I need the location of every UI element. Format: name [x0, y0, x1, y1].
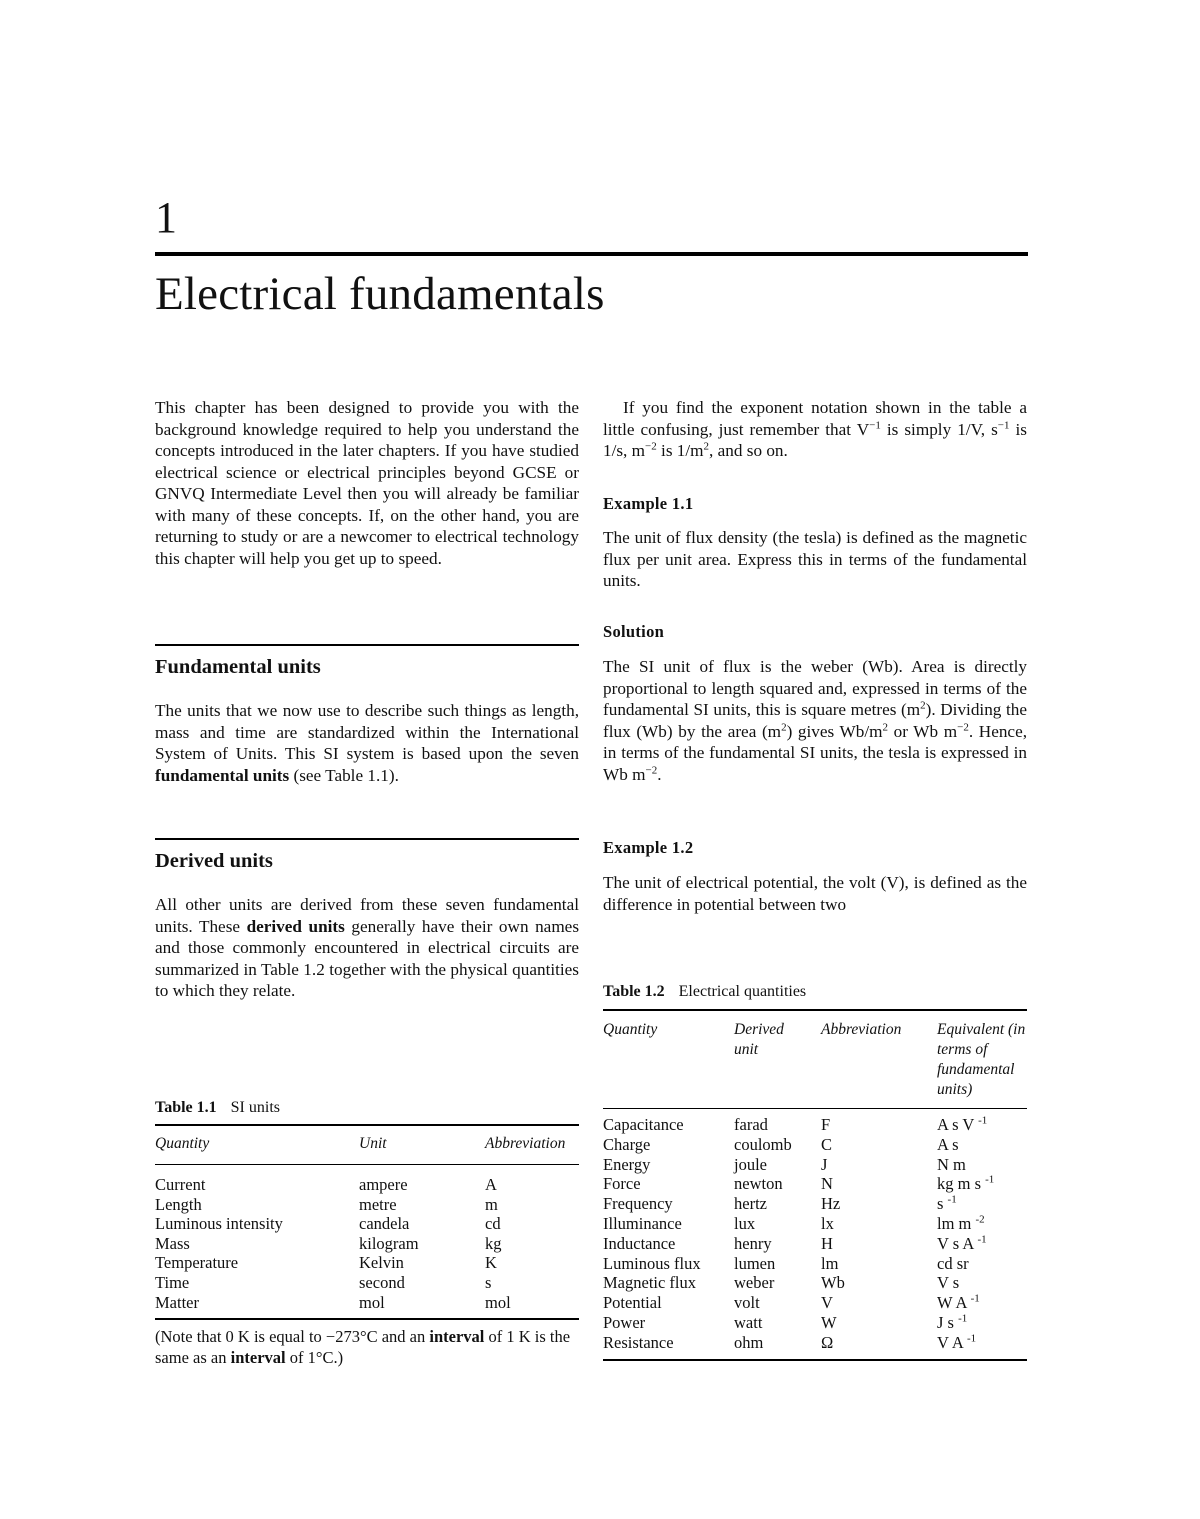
table1-note: (Note that 0 K is equal to −273°C and an interval of 1 K is the same as an interval of 1°C.) [155, 1327, 571, 1367]
table1-header: Abbreviation [485, 1125, 579, 1165]
table2-header-row [603, 1010, 1027, 1109]
table2-header: Equivalent (in terms of fundamental units) [937, 1010, 1027, 1109]
table-row: Luminous intensity candela cd [155, 1214, 501, 1234]
heading-example-1-1: Example 1.1 [603, 494, 694, 513]
table-row: Illuminance lux lx lm m $^{-2}$ [603, 1213, 985, 1233]
table1-header: Quantity [155, 1125, 359, 1165]
table-row: Time second s [155, 1272, 492, 1292]
table2-header: Abbreviation [821, 1010, 937, 1109]
term-derived-units: derived units [246, 916, 345, 936]
heading-derived-units: Derived units [155, 850, 273, 872]
table-electrical-quantities [603, 1009, 1027, 1361]
table-row: Force newton N kg m s $^{-1}$ [603, 1173, 995, 1194]
table1-header-row [155, 1125, 579, 1165]
table-row: Mass kilogram kg [155, 1233, 502, 1253]
table-row: Frequency hertz Hz s $^{-1}$ [603, 1193, 957, 1214]
table2-header: Quantity [603, 1010, 734, 1109]
solution-paragraph: The SI unit of flux is the weber (Wb). Area is directly proportional to length squared and, expressed in terms of the fundamental SI units, this is square metres $(m^2)$. Dividing the flux (Wb) by the area $(m^2)$ gives $Wb/m^2$ or Wb $m^{-2}$. Hence, in terms of the fundamental SI units, the tesla is expressed in Wb $m^{-2}$. [603, 657, 1027, 784]
heading-fundamental-units: Fundamental units [155, 656, 321, 678]
table-row: Power watt W J s $^{-1}$ [603, 1312, 968, 1332]
table-row: Luminous flux lumen lm cd sr [603, 1253, 969, 1273]
intro-paragraph: This chapter has been designed to provide you with the background knowledge required to help you understand the concepts introduced in the later chapters. If you have studied electrical science or electrical principles beyond GCSE or GNVQ Intermediate Level then you will already be familiar with many of these concepts. If, on the other hand, you are returning to study or are a newcomer to electrical technology this chapter will help you get up to speed. [155, 398, 579, 568]
table-row: Matter mol mol [155, 1292, 511, 1312]
table-si-units [155, 1124, 579, 1320]
heading-solution: Solution [603, 622, 665, 641]
table-row: Energy joule J N m [603, 1154, 966, 1174]
exponent-paragraph: If you find the exponent notation shown in the table a little confusing, just remember that $V^{-1}$ is simply 1/V, $s^{-1}$ is 1/s, $m^{-2}$ is $1/m^2$, and so on. [603, 398, 1027, 460]
term-fundamental-units: fundamental units [155, 765, 290, 785]
section-rule-fundamental [155, 644, 579, 646]
table-row: Temperature Kelvin K [155, 1253, 497, 1273]
example1-paragraph: The unit of flux density (the tesla) is defined as the magnetic flux per unit area. Express this in terms of the fundamental units. [603, 528, 1027, 590]
table-row: Potential volt V W A $^{-1}$ [603, 1292, 980, 1313]
section-rule-derived [155, 838, 579, 840]
example2-paragraph: The unit of electrical potential, the volt (V), is defined as the difference in potential between two [603, 873, 1027, 914]
chapter-number: 1 [155, 193, 177, 242]
table2-caption: Table 1.2 Electrical quantities [603, 983, 807, 1000]
chapter-title: Electrical fundamentals [155, 268, 605, 320]
table1-header: Unit [359, 1125, 485, 1165]
table-row: Magnetic flux weber Wb V s [603, 1273, 960, 1293]
fundamental-paragraph: The units that we now use to describe such things as length, mass and time are standardized within the International System of Units. This SI system is based upon the seven fundamental units (see Table 1.1). [155, 701, 579, 785]
table2-header: Derived unit [734, 1010, 821, 1109]
table-row: Capacitance farad F A s V $^{-1}$ [603, 1114, 988, 1134]
table-row: Current ampere A [155, 1175, 497, 1194]
heading-example-1-2: Example 1.2 [603, 838, 694, 857]
table-row: Length metre m [155, 1194, 498, 1214]
table-row: Charge coulomb C A s [603, 1134, 959, 1154]
table-row: Resistance ohm Ω V A $^{-1}$ [603, 1332, 977, 1352]
chapter-rule [155, 252, 1028, 256]
table-row: Inductance henry H V s A $^{-1}$ [603, 1233, 987, 1253]
table1-caption: Table 1.1 SI units [155, 1099, 280, 1116]
derived-paragraph: All other units are derived from these seven fundamental units. These derived units generally have their own names and those commonly encountered in electrical circuits are summarized in Table 1.2 together with the physical quantities to which they relate. [155, 895, 580, 1000]
